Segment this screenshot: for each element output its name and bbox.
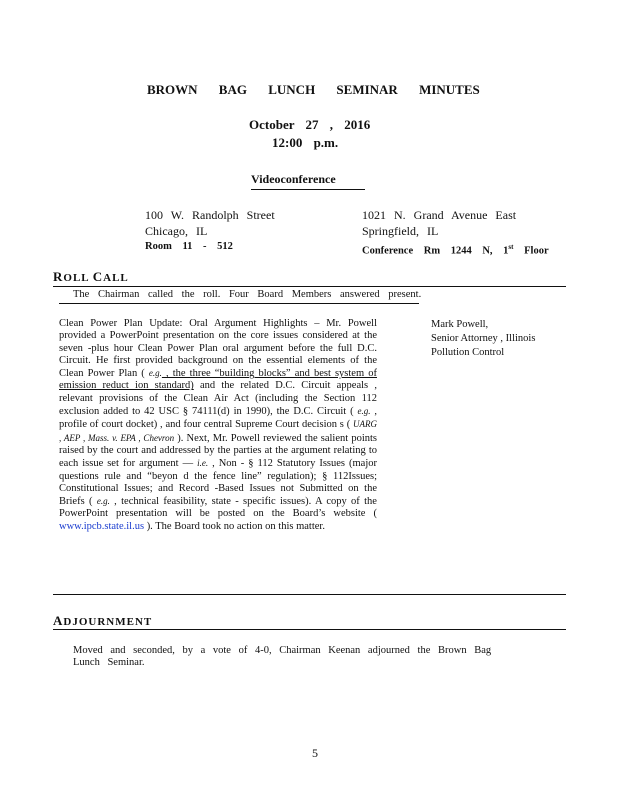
adjournment-heading: ADJOURNMENT <box>53 613 153 628</box>
agenda-item-text: Clean Power Plan Update: Oral Argument Highlights – Mr. Powell provided a PowerPoint presentation on the core issues considered at the seven -plus hour Clean Power Plan oral argument before the full D.C. Circuit. He first provided background on the essential elements of the Clean Power Plan ( e.g. , the three “building blocks” and best system of emission reduct ion standard) and the related D.C. Circuit appeals , relevant provisions of the Clean Air Act (including the Section 112 exclusion added to 42 USC § 74111(d) in 1990), the D.C. Circuit ( e.g. , profile of court docket) , and four central Supreme Court decision s ( UARG , AEP , Mass. v. EPA , Chevron ). Next, Mr. Powell reviewed the salient points raised by the court and addressed by the parties at the argument relating to each issue set for argument — i.e. , Non - § 112 Statutory Issues (major questions rule and “beyon d the fence line” regulation); § 112Issues; Constitutional Issues; and Record -Based Issues not Submitted on the Briefs ( e.g. , technical feasibility, state - specific issues). A copy of the PowerPoint presentation will be posted on the Board’s website ( www.ipcb.state.il.us ). The Board took no action on this matter. <box>59 318 378 532</box>
presenter-title: Senior Attorney , Illinois <box>431 333 536 344</box>
springfield-room: Conference Rm 1244 N, 1st Floor <box>362 243 549 257</box>
document-title: BROWN BAG LUNCH SEMINAR MINUTES <box>147 82 480 97</box>
location-springfield <box>362 207 562 260</box>
roll-call-heading: ROLL CALL <box>53 269 129 284</box>
adjournment-rule <box>53 629 566 630</box>
roll-call-underline <box>59 303 419 304</box>
springfield-city: Springfield, IL <box>362 224 439 238</box>
meeting-time: 12:00 p.m. <box>272 135 339 150</box>
page-number: 5 <box>312 746 318 760</box>
item-divider <box>53 594 566 595</box>
board-website-link[interactable]: www.ipcb.state.il.us <box>59 520 145 532</box>
roll-call-text: The Chairman called the roll. Four Board Members answered present. <box>73 289 422 300</box>
presenter-org: Pollution Control <box>431 347 505 358</box>
chicago-city: Chicago, IL <box>145 224 208 238</box>
adjournment-text: Moved and seconded, by a vote of 4-0, Chairman Keenan adjourned the Brown Bag Lunch Seminar. <box>73 645 492 669</box>
meeting-format: Videoconference <box>251 172 365 190</box>
presenter-name: Mark Powell, <box>431 319 489 330</box>
chicago-room: Room 11 - 512 <box>145 241 233 252</box>
meeting-date: October 27 , 2016 <box>249 117 371 132</box>
presenter-block <box>431 318 571 360</box>
roll-call-rule <box>53 286 566 287</box>
chicago-street: 100 W. Randolph Street <box>145 208 275 222</box>
location-chicago <box>145 207 345 255</box>
springfield-street: 1021 N. Grand Avenue East <box>362 208 517 222</box>
